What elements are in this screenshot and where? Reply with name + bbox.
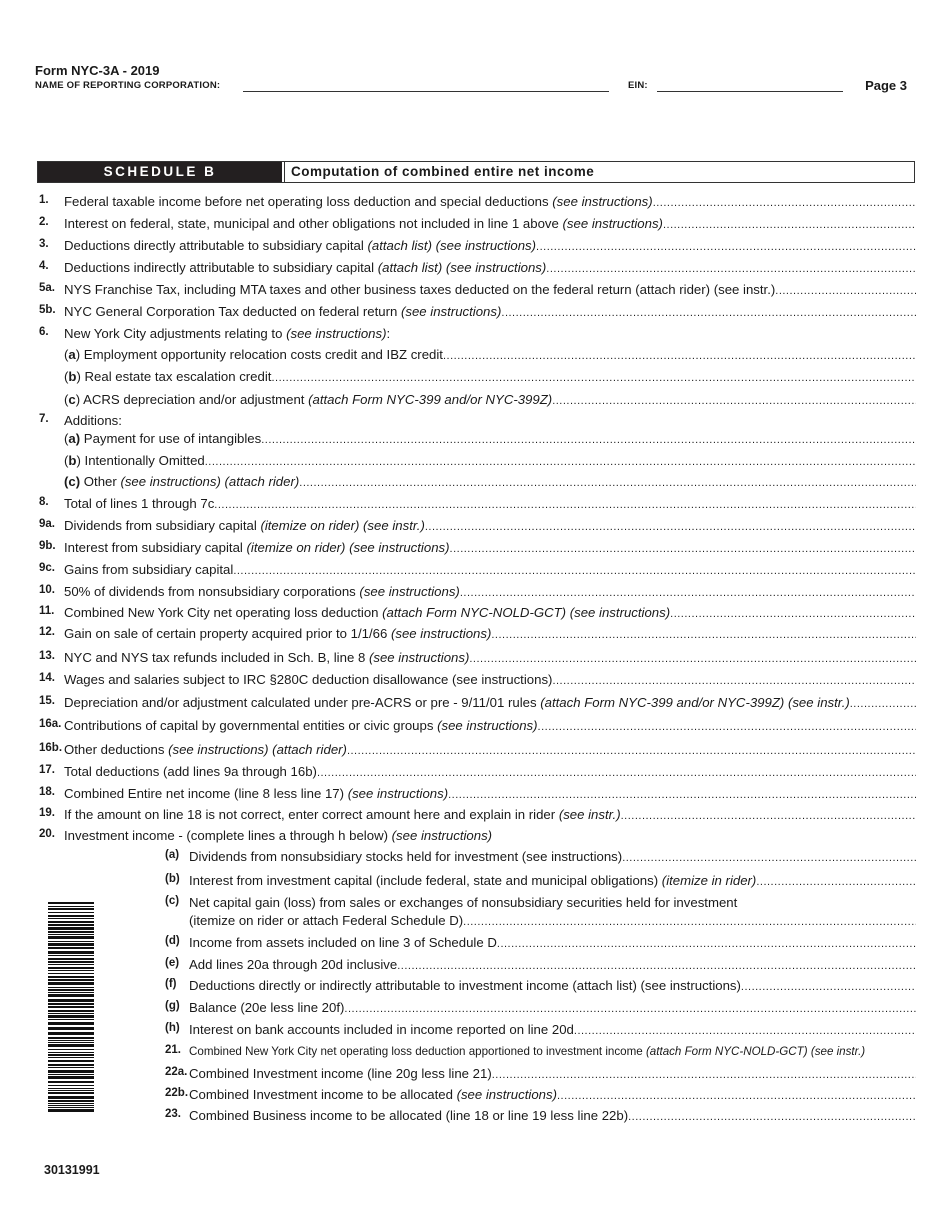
barcode-bar bbox=[48, 999, 94, 1002]
line-row bbox=[0, 805, 950, 825]
leader-dots bbox=[460, 583, 916, 602]
line-number: 22a. bbox=[165, 1066, 188, 1078]
leader-dots bbox=[233, 561, 916, 580]
barcode-bar bbox=[48, 1105, 94, 1106]
barcode-bar bbox=[48, 936, 94, 939]
line-label: Investment income - (complete lines a through h below) (see instructions) bbox=[64, 828, 493, 843]
line-label: NYC General Corporation Tax deducted on federal return (see instructions) bbox=[64, 304, 502, 319]
line-row bbox=[0, 693, 950, 713]
leader-dots bbox=[347, 741, 916, 760]
leader-dots bbox=[261, 430, 916, 449]
barcode-bar bbox=[48, 924, 94, 926]
barcode-bar bbox=[48, 1042, 94, 1043]
barcode-bar bbox=[48, 1103, 94, 1104]
line-label: Combined New York City net operating loss deduction apportioned to investment income (attach Form NYC-NOLD-GCT) (see instr.) bbox=[189, 1045, 866, 1058]
barcode-bar bbox=[48, 934, 94, 935]
name-label: NAME OF REPORTING CORPORATION: bbox=[35, 80, 221, 91]
line-label: Total of lines 1 through 7c bbox=[64, 496, 215, 511]
leader-dots bbox=[628, 1107, 916, 1126]
line-number: 6. bbox=[39, 326, 49, 338]
line-number: 13. bbox=[39, 650, 55, 662]
line-row bbox=[0, 624, 950, 644]
line-number: (g) bbox=[165, 1000, 180, 1012]
line-row bbox=[0, 603, 950, 623]
header-fields bbox=[35, 80, 915, 94]
barcode-bar bbox=[48, 1049, 94, 1050]
barcode-bar bbox=[48, 1057, 94, 1058]
barcode-bar bbox=[48, 964, 94, 965]
barcode-bar bbox=[48, 915, 94, 917]
line-row bbox=[0, 192, 950, 212]
line-row bbox=[0, 1106, 950, 1126]
barcode-bar bbox=[48, 1040, 94, 1041]
line-number: (e) bbox=[165, 957, 180, 969]
barcode-bar bbox=[48, 1044, 94, 1047]
leader-dots bbox=[317, 763, 916, 782]
line-number: 3. bbox=[39, 238, 49, 250]
leader-dots bbox=[621, 806, 916, 825]
line-label: Total deductions (add lines 9a through 16b) bbox=[64, 764, 317, 779]
line-label: Deductions indirectly attributable to subsidiary capital (attach list) (see instructions) bbox=[64, 260, 547, 275]
line-number: 17. bbox=[39, 764, 55, 776]
line-row bbox=[0, 1020, 950, 1040]
line-label: Combined Investment income to be allocated (see instructions) bbox=[189, 1087, 557, 1102]
barcode-bar bbox=[48, 1010, 94, 1012]
barcode-bar bbox=[48, 1067, 94, 1068]
line-number: 5a. bbox=[39, 282, 55, 294]
leader-dots bbox=[552, 391, 916, 410]
line-label: Interest from subsidiary capital (itemize on rider) (see instructions) bbox=[64, 540, 450, 555]
line-number: (b) bbox=[165, 873, 180, 885]
line-number: 21. bbox=[165, 1044, 181, 1056]
barcode-bar bbox=[48, 979, 94, 981]
leader-dots bbox=[205, 452, 916, 471]
line-label: (a) Payment for use of intangibles bbox=[64, 431, 262, 446]
line-label: Deductions directly attributable to subsidiary capital (attach list) (see instructions) bbox=[64, 238, 537, 253]
leader-dots bbox=[756, 872, 916, 891]
line-label: (b) Intentionally Omitted bbox=[64, 453, 205, 468]
line-label: Balance (20e less line 20f) bbox=[189, 1000, 345, 1015]
line-number: (d) bbox=[165, 935, 180, 947]
line-label: Interest from investment capital (include federal, state and municipal obligations) (itemize in rider) bbox=[189, 873, 757, 888]
line-row bbox=[0, 998, 950, 1018]
leader-dots bbox=[492, 1065, 916, 1084]
line-row bbox=[0, 784, 950, 804]
leader-dots bbox=[214, 495, 916, 514]
line-row bbox=[0, 1085, 950, 1105]
barcode-bar bbox=[48, 1109, 94, 1112]
barcode-bar bbox=[48, 976, 94, 978]
schedule-title: Computation of combined entire net income bbox=[284, 162, 594, 182]
barcode-bar bbox=[48, 951, 94, 954]
line-label: Dividends from subsidiary capital (itemize on rider) (see instr.) bbox=[64, 518, 425, 533]
barcode-bar bbox=[48, 943, 94, 946]
barcode-bar bbox=[48, 1088, 94, 1089]
barcode-bar bbox=[48, 1076, 94, 1079]
line-row bbox=[0, 236, 950, 256]
line-label: Combined Entire net income (line 8 less line 17) (see instructions) bbox=[64, 786, 449, 801]
line-label: (c) Other (see instructions) (attach rider) bbox=[64, 474, 300, 489]
leader-dots bbox=[344, 999, 916, 1018]
barcode-bar bbox=[48, 1052, 94, 1053]
line-label: Combined Investment income (line 20g less line 21) bbox=[189, 1066, 492, 1081]
leader-dots bbox=[741, 977, 916, 996]
line-number: 12. bbox=[39, 626, 55, 638]
barcode-bar bbox=[48, 1070, 94, 1073]
barcode-bar bbox=[48, 1006, 94, 1008]
line-label: Wages and salaries subject to IRC §280C deduction disallowance (see instructions) bbox=[64, 672, 553, 687]
line-row bbox=[0, 472, 950, 492]
line-number: 8. bbox=[39, 496, 49, 508]
line-row bbox=[0, 538, 950, 558]
line-row bbox=[0, 560, 950, 580]
line-number: 1. bbox=[39, 194, 49, 206]
barcode-bar bbox=[48, 1107, 94, 1108]
line-label: Income from assets included on line 3 of Schedule D bbox=[189, 935, 497, 950]
line-row bbox=[0, 494, 950, 514]
barcode-bar bbox=[48, 1015, 94, 1018]
line-number: 23. bbox=[165, 1108, 181, 1120]
line-label: Contributions of capital by governmental entities or civic groups (see instructions) bbox=[64, 718, 538, 733]
line-number: 9b. bbox=[39, 540, 56, 552]
barcode-bar bbox=[48, 989, 94, 991]
line-number: 16b. bbox=[39, 742, 63, 754]
line-number: 11. bbox=[39, 605, 55, 617]
leader-dots bbox=[850, 694, 916, 713]
line-label: If the amount on line 18 is not correct, enter correct amount here and explain in rider (see instr.) bbox=[64, 807, 621, 822]
line-label: NYS Franchise Tax, including MTA taxes and other business taxes deducted on the federal return (attach rider) (see instr.) bbox=[64, 282, 776, 297]
barcode-bar bbox=[48, 906, 94, 907]
leader-dots bbox=[469, 649, 916, 668]
line-row bbox=[0, 367, 950, 387]
barcode-bar bbox=[48, 987, 94, 988]
line-label: (b) Real estate tax escalation credit bbox=[64, 369, 272, 384]
leader-dots bbox=[653, 193, 916, 212]
barcode-bar bbox=[48, 1085, 94, 1086]
line-number: 18. bbox=[39, 786, 55, 798]
line-row bbox=[0, 716, 950, 736]
line-label: Interest on federal, state, municipal and other obligations not included in line 1 above (see instructions) bbox=[64, 216, 663, 231]
line-label: (itemize on rider or attach Federal Schedule D) bbox=[189, 913, 464, 928]
barcode-bar bbox=[48, 941, 94, 942]
barcode-bar bbox=[48, 931, 94, 933]
barcode-bar bbox=[48, 958, 94, 960]
leader-dots bbox=[450, 539, 916, 558]
line-row bbox=[0, 871, 950, 891]
line-row bbox=[0, 847, 950, 867]
leader-dots bbox=[501, 303, 916, 322]
barcode-bar bbox=[48, 1081, 94, 1083]
line-row bbox=[0, 390, 950, 410]
leader-dots bbox=[443, 346, 916, 365]
line-number: 4. bbox=[39, 260, 49, 272]
line-number: (c) bbox=[165, 895, 180, 907]
barcode-bar bbox=[48, 1013, 94, 1014]
barcode-bar bbox=[48, 961, 94, 963]
leader-dots bbox=[574, 1021, 916, 1040]
page-number: Page 3 bbox=[865, 78, 907, 93]
line-label: (c) ACRS depreciation and/or adjustment (attach Form NYC-399 and/or NYC-399Z) bbox=[64, 392, 553, 407]
barcode-bar bbox=[48, 970, 94, 971]
line-row bbox=[0, 911, 950, 931]
leader-dots bbox=[497, 934, 916, 953]
line-row bbox=[0, 280, 950, 300]
barcode-bar bbox=[48, 1096, 94, 1099]
form-title: Form NYC-3A - 2019 bbox=[35, 63, 160, 78]
barcode-bar bbox=[48, 1054, 94, 1056]
line-row bbox=[0, 762, 950, 782]
line-label: Combined Business income to be allocated (line 18 or line 19 less line 22b) bbox=[189, 1108, 629, 1123]
leader-dots bbox=[546, 259, 916, 278]
line-label: New York City adjustments relating to (see instructions): bbox=[64, 326, 391, 341]
leader-dots bbox=[622, 848, 916, 867]
line-number: 5b. bbox=[39, 304, 56, 316]
line-row bbox=[0, 740, 950, 760]
line-label: Gains from subsidiary capital bbox=[64, 562, 234, 577]
leader-dots bbox=[552, 671, 916, 690]
barcode-bar bbox=[48, 1003, 94, 1005]
line-number: 9c. bbox=[39, 562, 55, 574]
leader-dots bbox=[538, 717, 916, 736]
barcode-bar bbox=[48, 1027, 94, 1030]
line-row bbox=[0, 1042, 950, 1062]
line-row bbox=[0, 411, 950, 431]
line-row bbox=[0, 976, 950, 996]
barcode-bar bbox=[48, 1022, 94, 1025]
line-label: Interest on bank accounts included in income reported on line 20d bbox=[189, 1022, 574, 1037]
line-number: 22b. bbox=[165, 1087, 189, 1099]
line-label: NYC and NYS tax refunds included in Sch. B, line 8 (see instructions) bbox=[64, 650, 470, 665]
line-row bbox=[0, 516, 950, 536]
line-row bbox=[0, 670, 950, 690]
barcode-bar bbox=[48, 1019, 94, 1020]
leader-dots bbox=[463, 912, 916, 931]
line-row bbox=[0, 648, 950, 668]
line-number: 7. bbox=[39, 413, 49, 425]
barcode-bar bbox=[48, 1074, 94, 1075]
ein-label: EIN: bbox=[628, 80, 648, 91]
leader-dots bbox=[448, 785, 916, 804]
leader-dots bbox=[397, 956, 916, 975]
line-number: 2. bbox=[39, 216, 49, 228]
barcode-bar bbox=[48, 955, 94, 956]
line-row bbox=[0, 345, 950, 365]
barcode bbox=[48, 902, 94, 1114]
line-row bbox=[0, 582, 950, 602]
line-row bbox=[0, 1064, 950, 1084]
line-row bbox=[0, 955, 950, 975]
line-label: Federal taxable income before net operating loss deduction and special deductions (see instructions) bbox=[64, 194, 653, 209]
line-label: Combined New York City net operating loss deduction (attach Form NYC-NOLD-GCT) (see instructions) bbox=[64, 605, 671, 620]
line-number: 14. bbox=[39, 672, 55, 684]
line-row bbox=[0, 429, 950, 449]
line-number: (h) bbox=[165, 1022, 180, 1034]
line-row bbox=[0, 451, 950, 471]
line-label: Deductions directly or indirectly attributable to investment income (attach list) (see instructions) bbox=[189, 978, 741, 993]
line-row bbox=[0, 893, 950, 913]
line-label: Gain on sale of certain property acquired prior to 1/1/66 (see instructions) bbox=[64, 626, 492, 641]
name-field[interactable] bbox=[243, 91, 609, 92]
line-label: Dividends from nonsubsidiary stocks held for investment (see instructions) bbox=[189, 849, 623, 864]
leader-dots bbox=[557, 1086, 916, 1105]
barcode-bar bbox=[48, 927, 94, 930]
line-label: Net capital gain (loss) from sales or exchanges of nonsubsidiary securities held for investment bbox=[189, 895, 738, 910]
form-number: 30131991 bbox=[44, 1163, 100, 1177]
line-label: Additions: bbox=[64, 413, 122, 428]
barcode-bar bbox=[48, 1090, 94, 1091]
barcode-bar bbox=[48, 947, 94, 949]
schedule-header bbox=[37, 161, 915, 183]
line-row bbox=[0, 826, 950, 846]
line-number: 10. bbox=[39, 584, 55, 596]
barcode-bar bbox=[48, 902, 94, 904]
leader-dots bbox=[491, 625, 916, 644]
barcode-bar bbox=[48, 1064, 94, 1066]
line-row bbox=[0, 933, 950, 953]
barcode-bar bbox=[48, 1092, 94, 1094]
barcode-bar bbox=[48, 967, 94, 969]
line-row bbox=[0, 214, 950, 234]
line-number: (a) bbox=[165, 849, 180, 861]
barcode-bar bbox=[48, 921, 94, 923]
schedule-label: SCHEDULE B bbox=[38, 162, 282, 182]
leader-dots bbox=[670, 604, 916, 623]
leader-dots bbox=[663, 215, 916, 234]
line-label: Add lines 20a through 20d inclusive bbox=[189, 957, 398, 972]
leader-dots bbox=[425, 517, 916, 536]
leader-dots bbox=[775, 281, 916, 300]
line-number: 20. bbox=[39, 828, 55, 840]
line-number: 9a. bbox=[39, 518, 55, 530]
barcode-bar bbox=[48, 973, 94, 974]
line-number: 16a. bbox=[39, 718, 62, 730]
barcode-bar bbox=[48, 918, 94, 919]
line-label: Depreciation and/or adjustment calculated under pre-ACRS or pre - 9/11/01 rules (attach Form NYC-399 and/or NYC-399Z) (see instr.) bbox=[64, 695, 850, 710]
barcode-bar bbox=[48, 1100, 94, 1102]
barcode-bar bbox=[48, 908, 94, 910]
barcode-bar bbox=[48, 1060, 94, 1062]
barcode-bar bbox=[48, 992, 94, 993]
barcode-bar bbox=[48, 994, 94, 997]
line-row bbox=[0, 324, 950, 344]
line-label: (a) Employment opportunity relocation costs credit and IBZ credit bbox=[64, 347, 443, 362]
leader-dots bbox=[299, 473, 916, 492]
barcode-bar bbox=[48, 1037, 94, 1039]
leader-dots bbox=[536, 237, 916, 256]
barcode-bar bbox=[48, 912, 94, 913]
line-label: 50% of dividends from nonsubsidiary corporations (see instructions) bbox=[64, 584, 460, 599]
line-number: (f) bbox=[165, 978, 177, 990]
line-number: 15. bbox=[39, 695, 55, 707]
ein-field[interactable] bbox=[657, 91, 843, 92]
barcode-bar bbox=[48, 982, 94, 985]
line-row bbox=[0, 258, 950, 278]
line-number: 19. bbox=[39, 807, 55, 819]
line-row bbox=[0, 302, 950, 322]
leader-dots bbox=[271, 368, 916, 387]
barcode-bar bbox=[48, 1032, 94, 1035]
line-label: Other deductions (see instructions) (attach rider) bbox=[64, 742, 347, 757]
